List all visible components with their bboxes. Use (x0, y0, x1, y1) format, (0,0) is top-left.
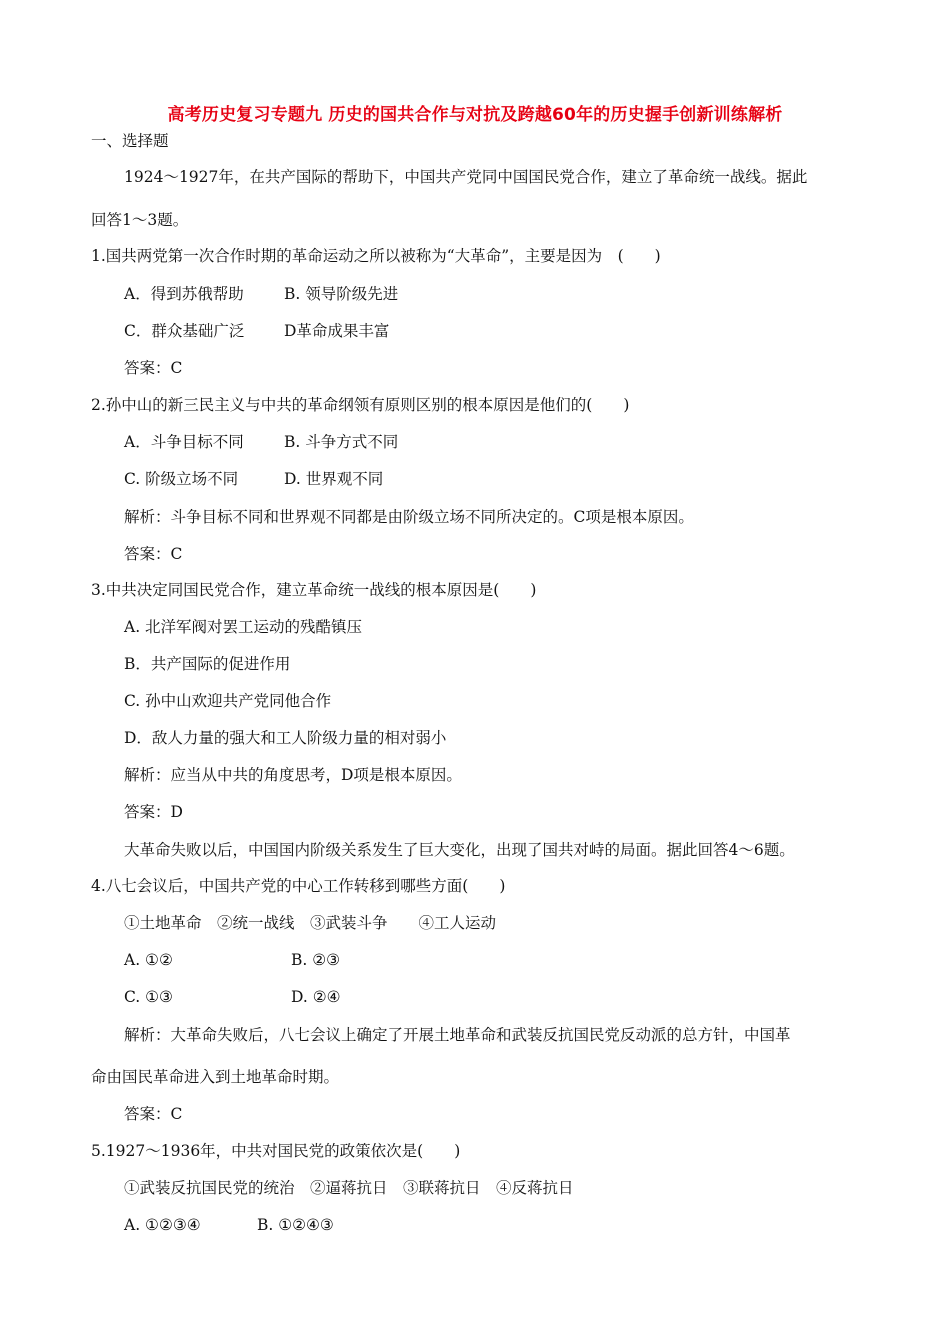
question-4-option-b: B. ②③ (291, 951, 341, 969)
question-2-analysis: 解析：斗争目标不同和世界观不同都是由阶级立场不同所决定的。C项是根本原因。 (124, 508, 694, 526)
question-1-option-c: C．群众基础广泛 (124, 322, 245, 340)
question-4-analysis-line-1: 解析：大革命失败后，八七会议上确定了开展土地革命和武装反抗国民党反动派的总方针，中国革 (124, 1026, 791, 1044)
question-3-option-b: B．共产国际的促进作用 (124, 655, 291, 673)
question-4-option-d: D. ②④ (291, 988, 341, 1006)
question-4-option-a: A. ①② (124, 951, 173, 969)
question-1-option-a: A．得到苏俄帮助 (124, 285, 244, 303)
question-2-option-d: D. 世界观不同 (284, 470, 384, 488)
question-4-answer: 答案：C (124, 1105, 183, 1123)
intro-paragraph-2: 大革命失败以后，中国国内阶级关系发生了巨大变化，出现了国共对峙的局面。据此回答4～6题。 (124, 841, 795, 859)
question-2-option-c: C. 阶级立场不同 (124, 470, 239, 488)
intro-paragraph-1-line-1: 1924～1927年，在共产国际的帮助下，中国共产党同中国国民党合作，建立了革命统一战线。据此 (124, 168, 808, 186)
question-2-option-b: B. 斗争方式不同 (284, 433, 399, 451)
question-3-analysis: 解析：应当从中共的角度思考，D项是根本原因。 (124, 766, 462, 784)
question-3-option-a: A. 北洋军阀对罢工运动的残酷镇压 (124, 618, 363, 636)
question-4-items: ①土地革命 ②统一战线 ③武装斗争 ④工人运动 (124, 914, 497, 932)
question-5-option-a: A. ①②③④ (124, 1216, 201, 1234)
question-5-option-b: B. ①②④③ (257, 1216, 334, 1234)
question-3-stem: 3.中共决定同国民党合作，建立革命统一战线的根本原因是( ) (91, 581, 537, 599)
question-5-items: ①武装反抗国民党的统治 ②逼蒋抗日 ③联蒋抗日 ④反蒋抗日 (124, 1179, 574, 1197)
question-3-option-c: C. 孙中山欢迎共产党同他合作 (124, 692, 332, 710)
question-2-stem: 2.孙中山的新三民主义与中共的革命纲领有原则区别的根本原因是他们的( ) (91, 396, 630, 414)
question-1-answer: 答案：C (124, 359, 183, 377)
question-1-stem: 1.国共两党第一次合作时期的革命运动之所以被称为“大革命”，主要是因为 ( ) (91, 247, 661, 265)
question-2-option-a: A．斗争目标不同 (124, 433, 244, 451)
question-4-analysis-line-2: 命由国民革命进入到土地革命时期。 (91, 1068, 340, 1086)
question-1-option-b: B. 领导阶级先进 (284, 285, 399, 303)
question-3-option-d: D．敌人力量的强大和工人阶级力量的相对弱小 (124, 729, 447, 747)
intro-paragraph-1-line-2: 回答1～3题。 (91, 211, 189, 229)
document-title: 高考历史复习专题九 历史的国共合作与对抗及跨越60年的历史握手创新训练解析 (167, 105, 783, 125)
question-4-option-c: C. ①③ (124, 988, 173, 1006)
question-2-answer: 答案：C (124, 545, 183, 563)
section-heading: 一、选择题 (91, 132, 169, 150)
question-1-option-d: D革命成果丰富 (284, 322, 390, 340)
question-5-stem: 5.1927～1936年，中共对国民党的政策依次是( ) (91, 1142, 461, 1160)
question-3-answer: 答案：D (124, 803, 183, 821)
question-4-stem: 4.八七会议后，中国共产党的中心工作转移到哪些方面( ) (91, 877, 506, 895)
